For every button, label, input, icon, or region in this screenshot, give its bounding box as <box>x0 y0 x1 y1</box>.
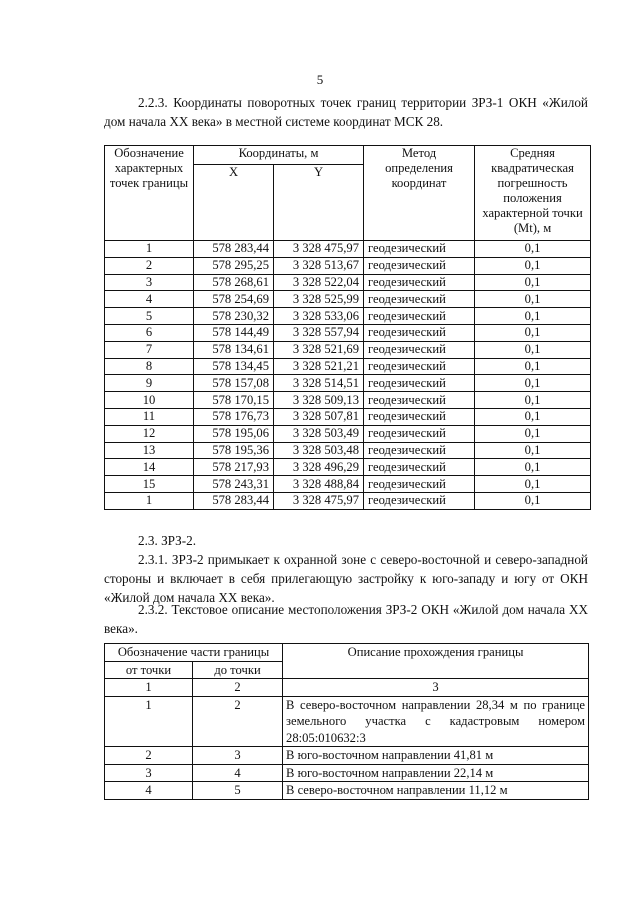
to-point-cell: 5 <box>193 782 283 800</box>
y-coordinate-cell: 3 328 503,48 <box>274 442 364 459</box>
method-cell: геодезический <box>364 408 475 425</box>
header-x: X <box>194 165 274 241</box>
x-coordinate-cell: 578 295,25 <box>194 257 274 274</box>
table-row <box>105 747 589 765</box>
point-number-cell: 1 <box>105 241 194 258</box>
table-row <box>105 459 591 476</box>
header-designation: Обозначение характерных точек границы <box>105 146 194 241</box>
error-cell: 0,1 <box>475 459 591 476</box>
description-cell: В юго-восточном направлении 41,81 м <box>283 747 589 765</box>
point-number-cell: 6 <box>105 324 194 341</box>
y-coordinate-cell: 3 328 496,29 <box>274 459 364 476</box>
header-to: до точки <box>193 661 283 679</box>
method-cell: геодезический <box>364 257 475 274</box>
x-coordinate-cell: 578 134,45 <box>194 358 274 375</box>
table-row <box>105 274 591 291</box>
x-coordinate-cell: 578 195,06 <box>194 425 274 442</box>
method-cell: геодезический <box>364 291 475 308</box>
table-row <box>105 392 591 409</box>
error-cell: 0,1 <box>475 274 591 291</box>
table-row <box>105 241 591 258</box>
point-number-cell: 15 <box>105 476 194 493</box>
table-row <box>105 492 591 509</box>
header-from: от точки <box>105 661 193 679</box>
table-row <box>105 782 589 800</box>
x-coordinate-cell: 578 170,15 <box>194 392 274 409</box>
error-cell: 0,1 <box>475 476 591 493</box>
point-number-cell: 7 <box>105 341 194 358</box>
error-cell: 0,1 <box>475 241 591 258</box>
point-number-cell: 11 <box>105 408 194 425</box>
section-2-3-2-text: 2.3.2. Текстовое описание местоположения ЗРЗ-2 ОКН «Жилой дом начала XX века». <box>104 602 588 636</box>
method-cell: геодезический <box>364 274 475 291</box>
table-row <box>105 324 591 341</box>
y-coordinate-cell: 3 328 533,06 <box>274 308 364 325</box>
section-2-2-3-heading: 2.2.3. Координаты поворотных точек границ территории ЗРЗ-1 ОКН «Жилой дом начала XX века» в местной системе координат МСК 28. <box>104 95 588 129</box>
error-cell: 0,1 <box>475 425 591 442</box>
method-cell: геодезический <box>364 425 475 442</box>
table-row <box>105 476 591 493</box>
description-cell: В северо-восточном направлении 11,12 м <box>283 782 589 800</box>
to-point-cell: 4 <box>193 764 283 782</box>
y-coordinate-cell: 3 328 514,51 <box>274 375 364 392</box>
error-cell: 0,1 <box>475 392 591 409</box>
error-cell: 0,1 <box>475 324 591 341</box>
column-number-3: 3 <box>283 679 589 697</box>
table-row <box>105 358 591 375</box>
x-coordinate-cell: 578 134,61 <box>194 341 274 358</box>
y-coordinate-cell: 3 328 507,81 <box>274 408 364 425</box>
y-coordinate-cell: 3 328 509,13 <box>274 392 364 409</box>
error-cell: 0,1 <box>475 375 591 392</box>
point-number-cell: 10 <box>105 392 194 409</box>
header-description: Описание прохождения границы <box>283 644 589 679</box>
header-coordinates: Координаты, м <box>194 146 364 165</box>
y-coordinate-cell: 3 328 522,04 <box>274 274 364 291</box>
method-cell: геодезический <box>364 308 475 325</box>
error-cell: 0,1 <box>475 257 591 274</box>
description-cell: В северо-восточном направлении 28,34 м по границе земельного участка с кадастровым номером 28:05:010632:3 <box>283 696 589 747</box>
header-y: Y <box>274 165 364 241</box>
from-point-cell: 3 <box>105 764 193 782</box>
y-coordinate-cell: 3 328 521,69 <box>274 341 364 358</box>
table-row <box>105 408 591 425</box>
error-cell: 0,1 <box>475 408 591 425</box>
header-method: Метод определения координат <box>364 146 475 241</box>
error-cell: 0,1 <box>475 341 591 358</box>
table-row <box>105 308 591 325</box>
section-2-3-1-text: 2.3.1. ЗРЗ-2 примыкает к охранной зоне с северо-восточной и северо-западной стороны и включает в себя прилегающую застройку к юго-западу и югу от ОКН «Жилой дом начала XX века». <box>104 552 588 605</box>
y-coordinate-cell: 3 328 513,67 <box>274 257 364 274</box>
error-cell: 0,1 <box>475 442 591 459</box>
table-row <box>105 764 589 782</box>
y-coordinate-cell: 3 328 488,84 <box>274 476 364 493</box>
from-point-cell: 4 <box>105 782 193 800</box>
column-number-1: 1 <box>105 679 193 697</box>
point-number-cell: 5 <box>105 308 194 325</box>
to-point-cell: 3 <box>193 747 283 765</box>
method-cell: геодезический <box>364 341 475 358</box>
x-coordinate-cell: 578 176,73 <box>194 408 274 425</box>
point-number-cell: 2 <box>105 257 194 274</box>
table-row <box>105 257 591 274</box>
error-cell: 0,1 <box>475 492 591 509</box>
method-cell: геодезический <box>364 492 475 509</box>
table-row <box>105 696 589 747</box>
x-coordinate-cell: 578 144,49 <box>194 324 274 341</box>
method-cell: геодезический <box>364 324 475 341</box>
error-cell: 0,1 <box>475 308 591 325</box>
table-row <box>105 291 591 308</box>
section-2-3-heading: 2.3. ЗРЗ-2. <box>138 533 197 548</box>
description-cell: В юго-восточном направлении 22,14 м <box>283 764 589 782</box>
method-cell: геодезический <box>364 375 475 392</box>
point-number-cell: 9 <box>105 375 194 392</box>
point-number-cell: 13 <box>105 442 194 459</box>
point-number-cell: 1 <box>105 492 194 509</box>
method-cell: геодезический <box>364 476 475 493</box>
point-number-cell: 3 <box>105 274 194 291</box>
error-cell: 0,1 <box>475 291 591 308</box>
page-number: 5 <box>316 72 324 87</box>
y-coordinate-cell: 3 328 503,49 <box>274 425 364 442</box>
header-part: Обозначение части границы <box>105 644 283 662</box>
y-coordinate-cell: 3 328 475,97 <box>274 492 364 509</box>
x-coordinate-cell: 578 254,69 <box>194 291 274 308</box>
y-coordinate-cell: 3 328 525,99 <box>274 291 364 308</box>
y-coordinate-cell: 3 328 521,21 <box>274 358 364 375</box>
x-coordinate-cell: 578 157,08 <box>194 375 274 392</box>
point-number-cell: 4 <box>105 291 194 308</box>
x-coordinate-cell: 578 217,93 <box>194 459 274 476</box>
x-coordinate-cell: 578 195,36 <box>194 442 274 459</box>
boundary-description-table <box>104 643 589 800</box>
table-row <box>105 375 591 392</box>
from-point-cell: 1 <box>105 696 193 747</box>
from-point-cell: 2 <box>105 747 193 765</box>
column-number-2: 2 <box>193 679 283 697</box>
method-cell: геодезический <box>364 459 475 476</box>
to-point-cell: 2 <box>193 696 283 747</box>
table-row <box>105 442 591 459</box>
x-coordinate-cell: 578 283,44 <box>194 492 274 509</box>
method-cell: геодезический <box>364 241 475 258</box>
method-cell: геодезический <box>364 442 475 459</box>
point-number-cell: 12 <box>105 425 194 442</box>
x-coordinate-cell: 578 230,32 <box>194 308 274 325</box>
y-coordinate-cell: 3 328 475,97 <box>274 241 364 258</box>
x-coordinate-cell: 578 243,31 <box>194 476 274 493</box>
x-coordinate-cell: 578 283,44 <box>194 241 274 258</box>
method-cell: геодезический <box>364 392 475 409</box>
table-row <box>105 341 591 358</box>
method-cell: геодезический <box>364 358 475 375</box>
table-row <box>105 425 591 442</box>
coordinates-table <box>104 145 591 510</box>
y-coordinate-cell: 3 328 557,94 <box>274 324 364 341</box>
point-number-cell: 8 <box>105 358 194 375</box>
point-number-cell: 14 <box>105 459 194 476</box>
header-error: Средняя квадратическая погрешность положения характерной точки (Mt), м <box>475 146 591 241</box>
error-cell: 0,1 <box>475 358 591 375</box>
x-coordinate-cell: 578 268,61 <box>194 274 274 291</box>
